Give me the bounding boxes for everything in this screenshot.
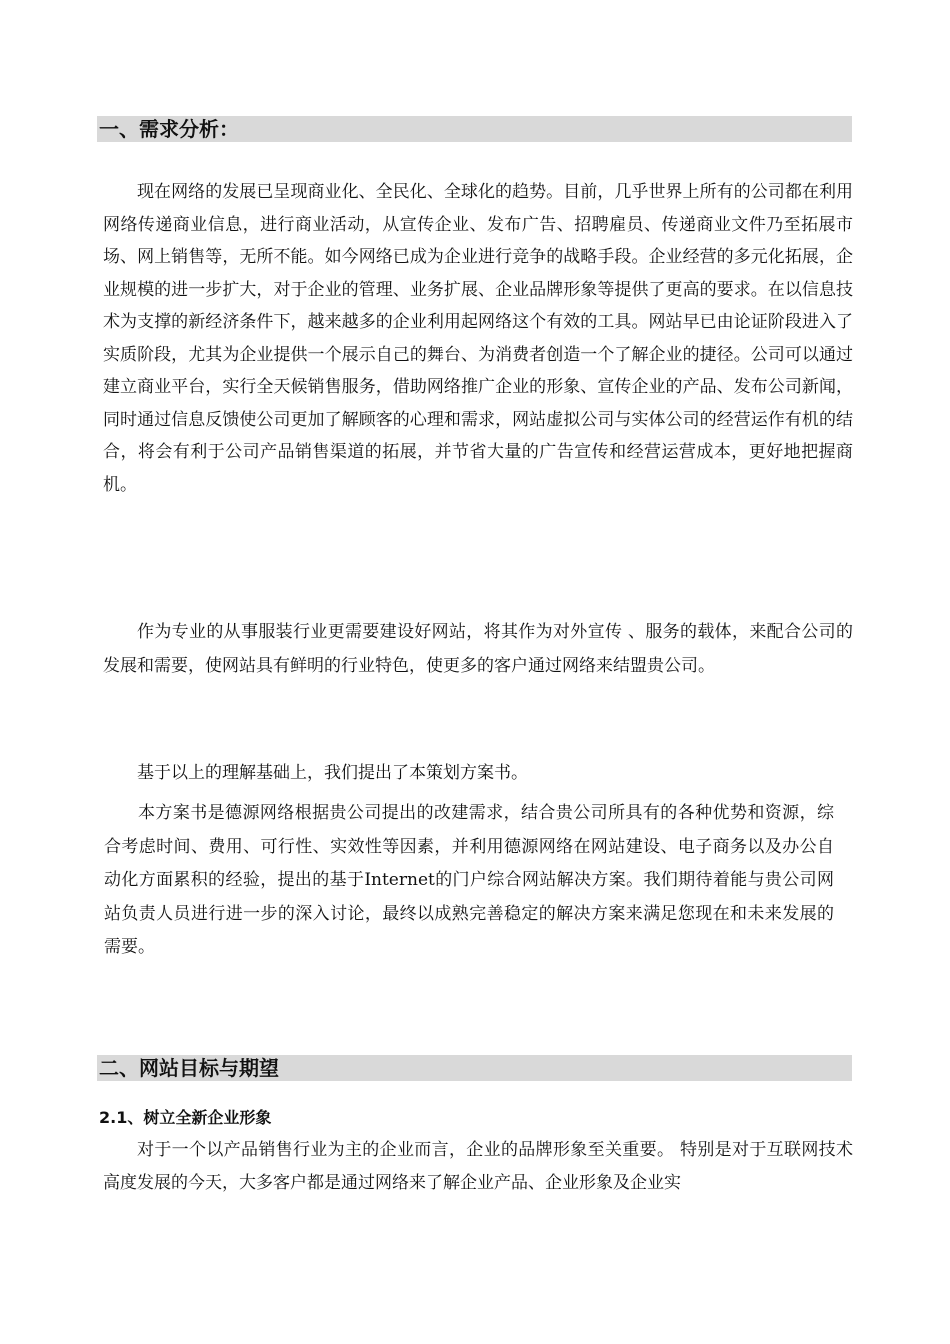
subsection-heading-brand-image: 2.1、树立全新企业形象	[99, 1108, 272, 1127]
section-heading-goals: 二、网站目标与期望	[97, 1055, 852, 1081]
paragraph-basis: 基于以上的理解基础上，我们提出了本策划方案书。	[137, 763, 528, 783]
section-heading-requirements: 一、需求分析：	[97, 116, 852, 142]
paragraph-brand-image: 对于一个以产品销售行业为主的企业而言，企业的品牌形象至关重要。 特别是对于互联网技术高度发展的今天，大多客户都是通过网络来了解企业产品、企业形象及企业实	[103, 1140, 853, 1193]
paragraph-apparel-industry: 作为专业的从事服装行业更需要建设好网站，将其作为对外宣传 、服务的载体，来配合公司的发展和需要，使网站具有鲜明的行业特色，使更多的客户通过网络来结盟贵公司。	[103, 622, 853, 676]
paragraph-proposal: 本方案书是德源网络根据贵公司提出的改建需求，结合贵公司所具有的各种优势和资源，综合考虑时间、费用、可行性、实效性等因素，并利用德源网络在网站建设、电子商务以及办公自动化方面累积的经验，提出的基于Internet的门户综合网站解决方案。我们期待着能与贵公司网站负责人员进行进一步的深入讨论，最终以成熟完善稳定的解决方案来满足您现在和未来发展的需要。	[104, 803, 834, 957]
paragraph-requirements-intro: 现在网络的发展已呈现商业化、全民化、全球化的趋势。目前，几乎世界上所有的公司都在利用网络传递商业信息，进行商业活动，从宣传企业、发布广告、招聘雇员、传递商业文件乃至拓展市场、网上销售等，无所不能。如今网络已成为企业进行竞争的战略手段。企业经营的多元化拓展，企业规模的进一步扩大，对于企业的管理、业务扩展、企业品牌形象等提供了更高的要求。在以信息技术为支撑的新经济条件下，越来越多的企业利用起网络这个有效的工具。网站早已由论证阶段进入了实质阶段，尤其为企业提供一个展示自己的舞台、为消费者创造一个了解企业的捷径。公司可以通过建立商业平台，实行全天候销售服务，借助网络推广企业的形象、宣传企业的产品、发布公司新闻，同时通过信息反馈使公司更加了解顾客的心理和需求，网站虚拟公司与实体公司的经营运作有机的结合，将会有利于公司产品销售渠道的拓展，并节省大量的广告宣传和经营运营成本，更好地把握商机。	[103, 182, 853, 495]
